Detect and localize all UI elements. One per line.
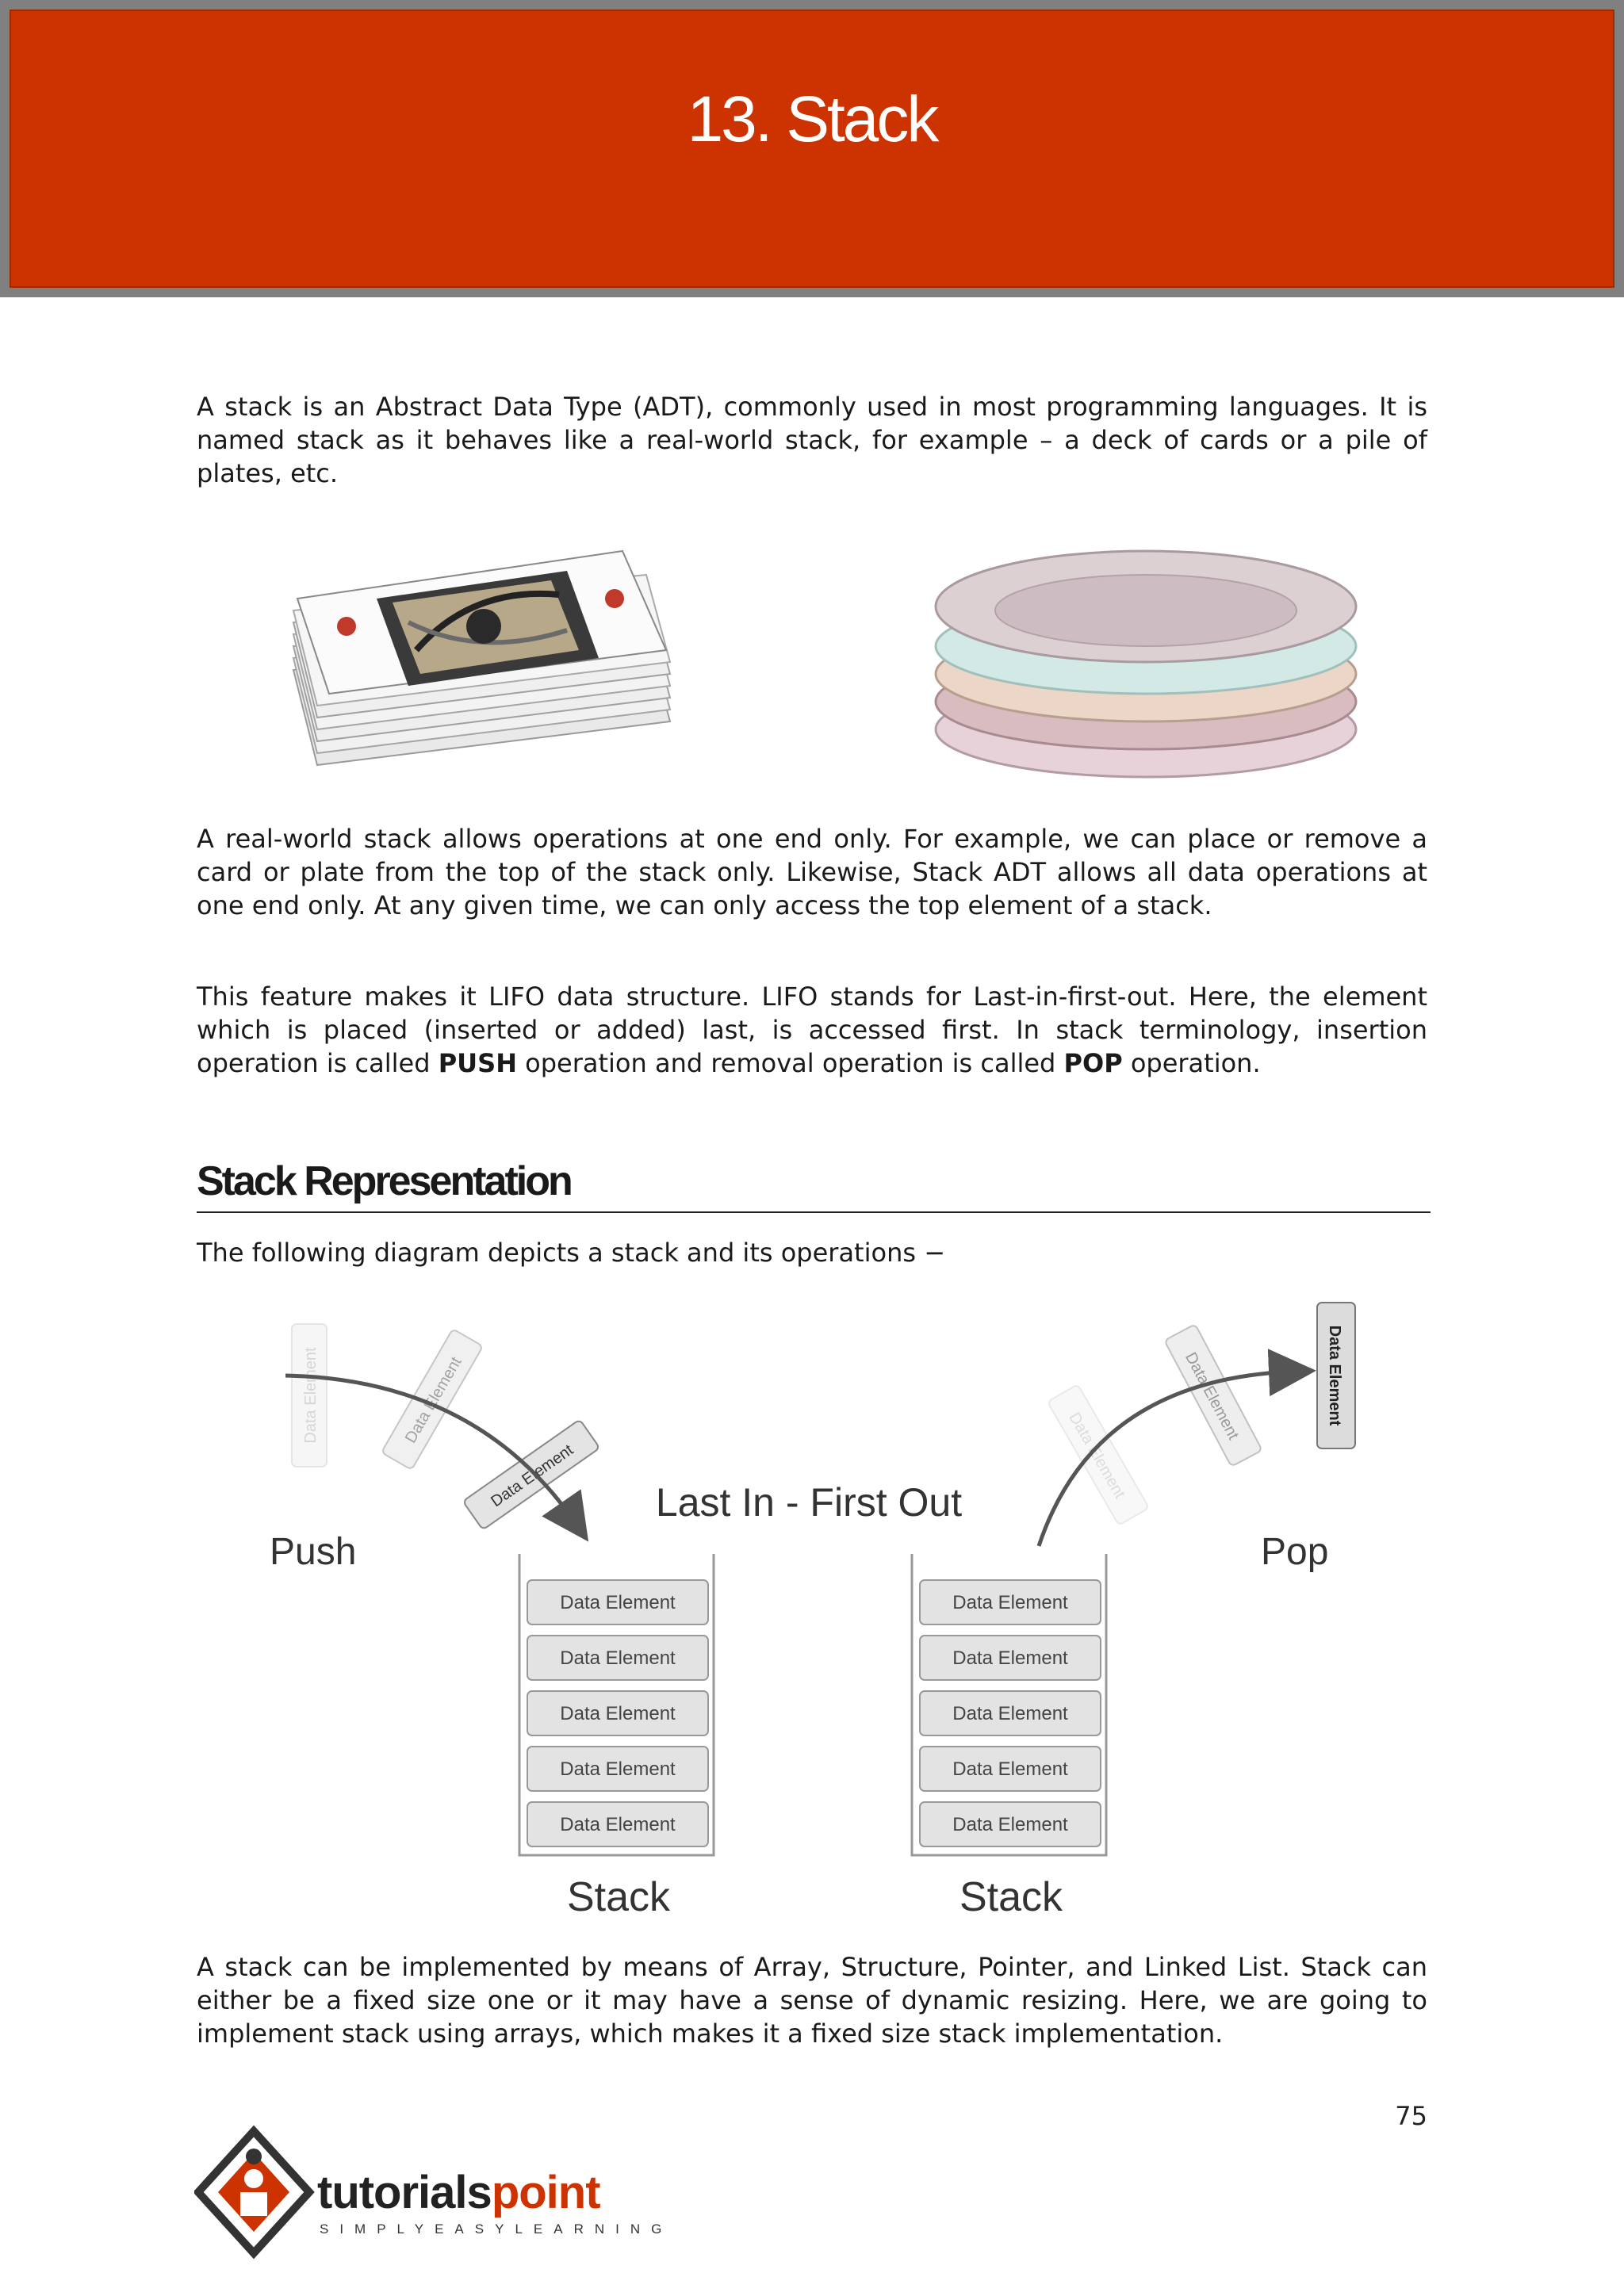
element-label: Data Element <box>302 1347 320 1444</box>
right-stack-label: Stack <box>959 1874 1063 1920</box>
svg-text:Data Element: Data Element <box>952 1703 1068 1724</box>
pop-top-element <box>1317 1303 1355 1448</box>
logo-text-point: point <box>491 2167 600 2218</box>
lifo-text-2: operation and removal operation is called <box>516 1048 1064 1078</box>
lifo-label: Last In - First Out <box>655 1480 963 1525</box>
left-stack-element <box>527 1636 708 1680</box>
intro-paragraph: A stack is an Abstract Data Type (ADT), commonly used in most programming languages. It is named stack as it behaves like a real-world stack, for example – a deck of cards or a pile of plates, etc. <box>197 392 1427 488</box>
push-falling-element-1 <box>292 1324 327 1467</box>
logo-diamond-icon <box>194 2125 321 2260</box>
right-stack-element <box>920 1747 1101 1791</box>
left-stack-element <box>527 1747 708 1791</box>
real-world-stack-paragraph: A real-world stack allows operations at one end only. For example, we can place or remove a card or plate from the top of the stack only. Likewise, Stack ADT allows all data operations at one end only. At any given time, we can only access the top element of a stack. <box>197 824 1427 920</box>
deck-of-cards-image <box>274 539 694 801</box>
pop-rising-element-1 <box>1048 1384 1149 1525</box>
element-label: Data Element <box>488 1441 577 1511</box>
left-stack-element <box>527 1691 708 1735</box>
diagram-caption: The following diagram depicts a stack and its operations − <box>197 1238 945 1268</box>
lifo-text-3: operation. <box>1122 1048 1261 1078</box>
element-label: Data Element <box>1326 1325 1343 1426</box>
stack-diagram <box>238 1284 1396 1934</box>
svg-text:Data Element: Data Element <box>952 1592 1068 1613</box>
svg-text:Data Element: Data Element <box>560 1592 676 1613</box>
svg-text:Data Element: Data Element <box>952 1814 1068 1835</box>
element-label: Data Element <box>1182 1349 1243 1443</box>
implementation-paragraph: A stack can be implemented by means of Array, Structure, Pointer, and Linked List. Stack can either be a fixed size one or it may have a sense of dynamic resizing. Here, we are going to implement stack using arrays, which makes it a fixed size stack implementation. <box>197 1952 1427 2049</box>
svg-text:Data Element: Data Element <box>560 1647 676 1669</box>
left-stack-label: Stack <box>566 1874 671 1920</box>
chapter-banner-inner <box>10 10 1614 288</box>
left-stack-element <box>527 1802 708 1846</box>
element-label: Data Element <box>1065 1410 1129 1502</box>
chapter-title: 13. Stack <box>687 83 937 155</box>
right-stack-element <box>920 1802 1101 1846</box>
lifo-text-1: This feature makes it LIFO data structure. LIFO stands for Last-in-first-out. Here, the element which is placed (inserted or added) last, is accessed first. In stack terminology, insertion operation is called <box>197 982 1427 1078</box>
svg-text:Data Element: Data Element <box>560 1703 676 1724</box>
section-heading: Stack Representation <box>197 1158 571 1204</box>
left-stack-element <box>527 1580 708 1624</box>
section-heading-container <box>197 1158 1431 1213</box>
page-number: 75 <box>1395 2101 1427 2131</box>
push-term: PUSH <box>438 1048 517 1078</box>
svg-text:Data Element: Data Element <box>560 1758 676 1780</box>
push-label: Push <box>270 1531 357 1573</box>
svg-text:Data Element: Data Element <box>952 1758 1068 1780</box>
right-stack-element <box>920 1691 1101 1735</box>
pop-term: POP <box>1063 1048 1123 1078</box>
right-stack-element <box>920 1636 1101 1680</box>
lifo-paragraph <box>197 980 1427 1080</box>
push-falling-element-2 <box>381 1329 483 1470</box>
element-label: Data Element <box>401 1354 465 1446</box>
chapter-banner <box>0 0 1624 297</box>
logo-text-tutorials: tutorials <box>317 2167 492 2218</box>
logo-wordmark <box>317 2166 600 2219</box>
svg-text:Data Element: Data Element <box>952 1647 1068 1669</box>
svg-text:Data Element: Data Element <box>560 1814 676 1835</box>
stack-of-plates-image <box>924 511 1368 797</box>
push-falling-element-3 <box>463 1419 600 1529</box>
logo-tagline: SIMPLYEASYLEARNING <box>320 2221 673 2237</box>
pop-label: Pop <box>1261 1531 1329 1573</box>
right-stack-element <box>920 1580 1101 1624</box>
tutorialspoint-logo <box>194 2125 673 2260</box>
